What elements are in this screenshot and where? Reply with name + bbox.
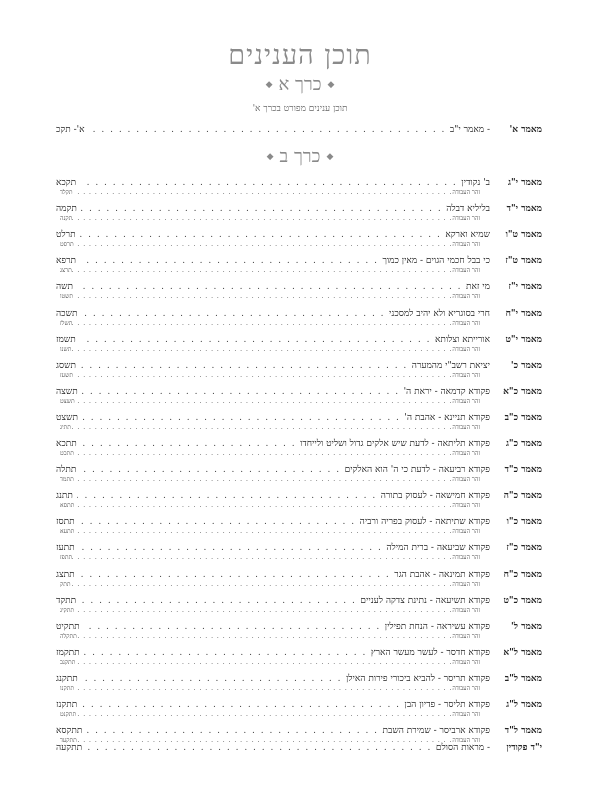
toc-subentry[interactable] <box>60 319 480 329</box>
entry-label: מאמר י"ט <box>505 335 542 345</box>
entry-title: בליליא דבלה <box>446 204 490 214</box>
toc-subentry[interactable] <box>60 710 480 720</box>
subentry-page: תשצט <box>60 398 75 405</box>
entry-page: תשכה <box>56 309 78 319</box>
entry-title: שמיא וארקא <box>445 230 490 240</box>
subentry-label: זהר העבודה <box>452 398 480 405</box>
dot-leader <box>77 632 453 642</box>
entry-label: מאמר י"ז <box>508 282 542 292</box>
entry-title: פקודא ארביסר - שמירת השבת <box>382 726 490 736</box>
entry-label: מאמר כ"ג <box>505 439 542 449</box>
dot-leader <box>71 423 453 433</box>
subentry-label: זהר העבודה <box>452 502 480 509</box>
subentry-page: תתקלה <box>60 633 77 640</box>
entry-title: פקודא תמינאה - אהבת הגר <box>394 570 490 580</box>
entry-label: מאמר י"ד <box>506 204 542 214</box>
dot-leader <box>71 345 452 355</box>
subentry-label: זהר העבודה <box>452 241 480 248</box>
subentry-page: תשעז <box>60 372 73 379</box>
entry-label: מאמר ל"ד <box>504 726 542 736</box>
entry-page: תשצה <box>56 387 78 397</box>
entry-label: מאמר כ"ב <box>504 413 542 423</box>
subentry-label: זהר העבודה <box>452 528 480 535</box>
subentry-page: תתיג <box>60 424 71 431</box>
entry-title: פקודא שתיתאה - לעסוק בפריה ורביה <box>359 517 490 527</box>
entry-label: מאמר ל"ג <box>506 700 542 710</box>
entry-page: תתלה <box>56 465 77 475</box>
subentry-page: תתקנו <box>60 685 75 692</box>
subentry-label: זהר העבודה <box>452 215 480 222</box>
toc-subentry[interactable] <box>60 345 480 355</box>
toc-subentry[interactable] <box>60 188 480 198</box>
dot-leader <box>74 475 453 485</box>
toc-subentry[interactable] <box>60 397 480 407</box>
diamond-icon: ◆ <box>327 80 335 90</box>
subentry-label: זהר העבודה <box>452 607 480 614</box>
entry-page: תתנג <box>56 491 73 501</box>
toc-subentry[interactable] <box>60 658 480 668</box>
dot-leader <box>75 658 452 668</box>
dot-leader <box>72 319 452 329</box>
subentry-label: זהר העבודה <box>452 320 480 327</box>
toc-subentry[interactable] <box>60 240 480 250</box>
dot-leader <box>73 371 452 381</box>
entry-title: ב' נקודין <box>461 178 490 188</box>
entry-title: פקודא תליסר - פדיון הבן <box>404 700 490 710</box>
subentry-page: תתק <box>60 581 71 588</box>
entry-label: מאמר ט"ז <box>505 256 542 266</box>
entry-page: תתקמז <box>56 648 80 658</box>
subentry-label: זהר העבודה <box>452 450 480 457</box>
entry-page: תרלט <box>56 230 76 240</box>
subentry-label: זהר העבודה <box>452 189 480 196</box>
subentry-page: תרצג <box>60 267 72 274</box>
toc-subentry[interactable] <box>60 371 480 381</box>
subentry-label: זהר העבודה <box>452 659 480 666</box>
dot-leader <box>74 527 452 537</box>
entry-page: תתקנג <box>56 674 78 684</box>
entry-label: מאמר ל' <box>511 622 542 632</box>
toc-subentry[interactable] <box>60 423 480 433</box>
dot-leader <box>86 742 432 754</box>
entry-label: מאמר ט"ו <box>505 230 542 240</box>
subentry-page: תתקנב <box>60 659 76 666</box>
entry-page: תשמז <box>56 335 76 345</box>
subentry-label: זהר העבודה <box>452 554 480 561</box>
dot-leader <box>74 240 453 250</box>
entry-title: פקודא חדסר - לעשר מעשר הארץ <box>370 648 490 658</box>
entry-title: פקודא רביעאה - לדעת כי ה' הוא האלקים <box>344 465 490 475</box>
toc-subentry[interactable] <box>60 475 480 485</box>
dot-leader <box>75 397 453 407</box>
toc-subentry[interactable] <box>60 606 480 616</box>
entry-title: אורייתא וצלותא <box>434 335 490 345</box>
entry-title: חרי בסוגריא ולא יהיב למסכני <box>389 309 490 319</box>
entry-label: מאמר כ"ד <box>504 465 542 475</box>
subentry-page: תתקיג <box>60 607 75 614</box>
dot-leader <box>74 606 452 616</box>
subentry-label: זהר העבודה <box>452 685 480 692</box>
entry-page: תתקד <box>56 596 77 606</box>
subentry-page: תשלז <box>60 320 73 327</box>
entry-label: מאמר י"ג <box>507 178 542 188</box>
subentry-label: זהר העבודה <box>452 267 480 274</box>
section-a-label: כרך א <box>278 74 322 95</box>
subentry-label: זהר העבודה <box>452 372 480 379</box>
subentry-page: תשנו <box>60 346 72 353</box>
subentry-page: תרסט <box>60 241 74 248</box>
entry-label: י"ד פקודין <box>506 743 542 753</box>
toc-subentry[interactable] <box>60 501 480 511</box>
entry-label: מאמר כ"ט <box>503 596 542 606</box>
entry-title: פקודא תליתאה - לדעת שיש אלקים גדול ושליט ולייחדו <box>300 439 490 449</box>
subentry-page: תתקעד <box>60 737 77 744</box>
entry-label: מאמר א' <box>509 125 542 135</box>
subentry-label: זהר העבודה <box>452 476 480 483</box>
entry-title: פקודא תריסר - להביא ביכורי פירות האילן <box>346 674 490 684</box>
toc-subentry[interactable] <box>60 292 480 302</box>
entry-page: תשה <box>56 282 74 292</box>
entry-page: תתעז <box>56 543 75 553</box>
entry-title: - מראות הסולם <box>435 743 490 753</box>
entry-label: מאמר י"ח <box>505 309 542 319</box>
subentry-page: תתקנט <box>60 711 77 718</box>
entry-label: מאמר כ"ח <box>503 570 542 580</box>
entry-title: פקודא שביעאה - ברית המילה <box>386 543 490 553</box>
entry-page: תקכא <box>56 178 77 188</box>
entry-label: מאמר כ"ה <box>503 491 542 501</box>
entry-page: תתקיט <box>56 622 80 632</box>
subentry-page: תתמד <box>60 476 74 483</box>
toc-subentry[interactable] <box>60 580 480 590</box>
entry-title: פקודא תניינא - אהבת ה' <box>404 413 490 423</box>
entry-page: א'- תקכ <box>56 125 85 135</box>
toc-entry-vol-a[interactable] <box>56 124 542 136</box>
subentry-page: תשטו <box>60 293 74 300</box>
toc-subentry[interactable] <box>60 632 480 642</box>
toc-subentry[interactable] <box>60 527 480 537</box>
entry-page: תתכא <box>56 439 77 449</box>
entry-page: תשסג <box>56 361 76 371</box>
subentry-page: תתעא <box>60 528 75 535</box>
subentry-label: זהר העבודה <box>452 737 480 744</box>
entry-page: תתצג <box>56 570 75 580</box>
section-a-subtitle: תוכן ענינים מפורט בכרך א' <box>252 104 348 114</box>
diamond-icon: ◆ <box>326 152 334 162</box>
entry-page: תתסז <box>56 517 75 527</box>
entry-page: תרפא <box>56 256 77 266</box>
toc-subentry[interactable] <box>60 449 480 459</box>
dot-leader <box>72 553 452 563</box>
toc-subentry[interactable] <box>60 553 480 563</box>
subentry-label: זהר העבודה <box>452 711 480 718</box>
subentry-label: זהר העבודה <box>452 424 480 431</box>
entry-title: פקודא עשיראה - הנחת תפילין <box>384 622 490 632</box>
dot-leader <box>73 188 453 198</box>
entry-label: מאמר כ"א <box>503 387 542 397</box>
subentry-page: תקנה <box>60 215 73 222</box>
entry-page: תקמה <box>56 204 77 214</box>
section-heading-b <box>0 146 600 167</box>
section-heading-a <box>0 74 600 95</box>
entry-page: תתקנז <box>56 700 78 710</box>
subentry-label: זהר העבודה <box>452 293 480 300</box>
entry-title: פקודא תשיעאה - נתינת צדקה לעניים <box>360 596 490 606</box>
subentry-label: זהר העבודה <box>452 581 480 588</box>
entry-title: יציאת רשב"י מהמערה <box>411 361 490 371</box>
entry-label: מאמר ל"ב <box>504 674 542 684</box>
entry-title: כי בבל חכמי הגוים - מאין כמוך <box>382 256 490 266</box>
section-b-label: כרך ב <box>279 146 321 167</box>
dot-leader <box>74 501 452 511</box>
entry-page: תתקעה <box>56 743 83 753</box>
diamond-icon: ◆ <box>266 152 274 162</box>
dot-leader <box>72 266 453 276</box>
entry-page: תתקסא <box>56 726 83 736</box>
diamond-icon: ◆ <box>265 80 273 90</box>
entry-label: מאמר כ"ו <box>506 517 542 527</box>
dot-leader <box>73 292 452 302</box>
page-title: תוכן הענינים <box>228 40 372 71</box>
toc-entry-final[interactable] <box>56 742 542 754</box>
toc-subentry[interactable] <box>60 266 480 276</box>
toc-subentry[interactable] <box>60 684 480 694</box>
dot-leader <box>72 214 452 224</box>
subentry-page: תתפז <box>60 554 73 561</box>
dot-leader <box>88 124 445 136</box>
entry-title: פקודא קדמאה - יראת ה' <box>403 387 490 397</box>
entry-title: מי זאת <box>466 282 490 292</box>
entry-title: פקודא חמישאה - לעסוק בתורה <box>380 491 490 501</box>
entry-label: מאמר כ"ז <box>506 543 542 553</box>
subentry-label: זהר העבודה <box>452 346 480 353</box>
subentry-page: תקלד <box>60 189 73 196</box>
entry-page: תשצט <box>56 413 79 423</box>
entry-label: מאמר ל"א <box>503 648 542 658</box>
dot-leader <box>71 580 453 590</box>
toc-subentry[interactable] <box>60 214 480 224</box>
entry-label: מאמר כ' <box>510 361 542 371</box>
subentry-label: זהר העבודה <box>452 633 480 640</box>
entry-title: - מאמר י"ב <box>449 125 490 135</box>
dot-leader <box>74 684 452 694</box>
dot-leader <box>76 710 452 720</box>
dot-leader <box>74 449 453 459</box>
subentry-page: תתסא <box>60 502 75 509</box>
subentry-page: תתכט <box>60 450 74 457</box>
